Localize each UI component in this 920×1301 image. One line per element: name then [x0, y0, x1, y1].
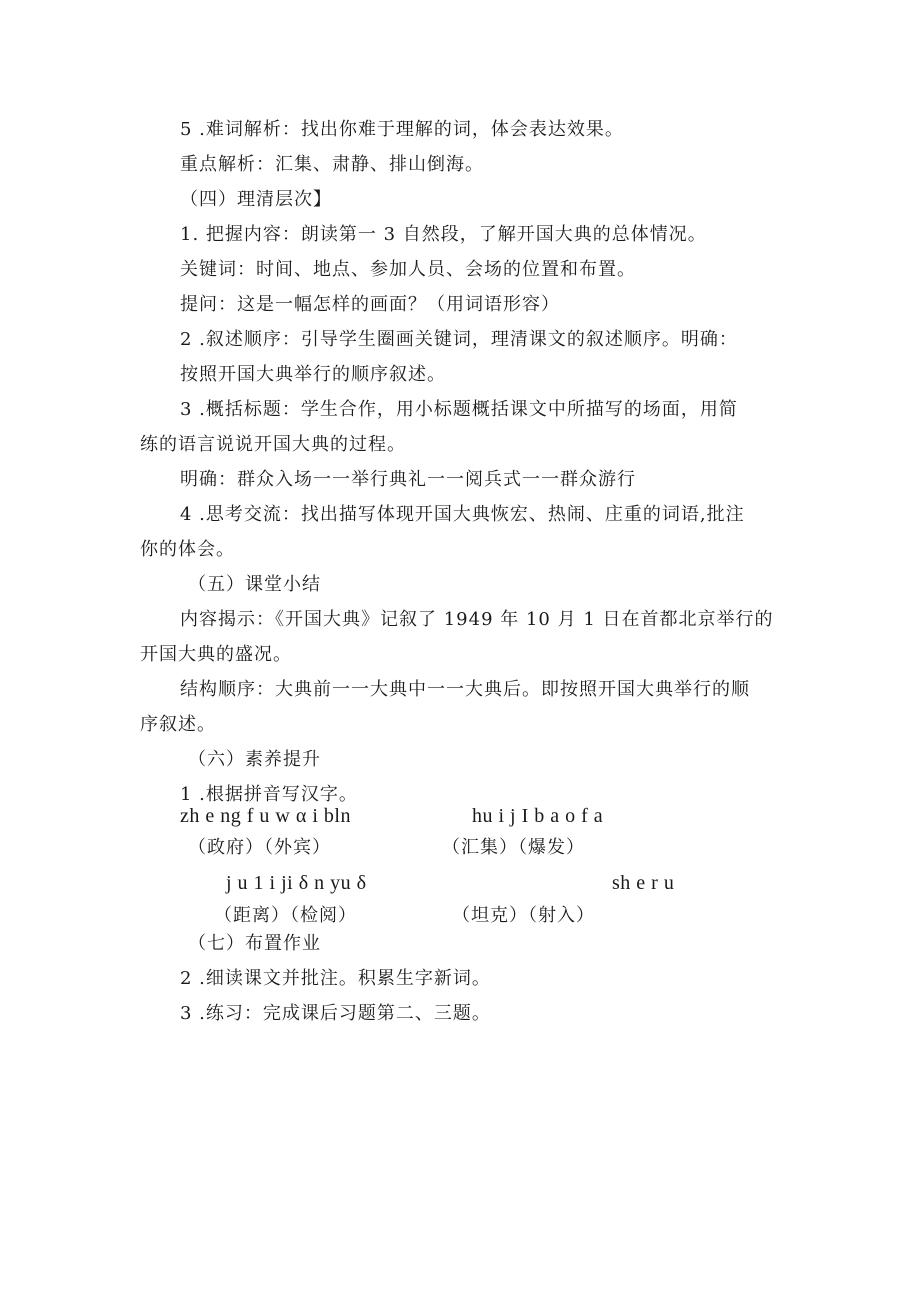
text-line: 3 .练习：完成课后习题第二、三题。	[180, 1003, 491, 1024]
text-line: 按照开国大典举行的顺序叙述。	[180, 364, 446, 385]
pinyin-prompt: sh e r u	[612, 872, 675, 894]
text-line: 你的体会。	[140, 539, 235, 560]
text-line: 序叙述。	[140, 714, 216, 735]
pinyin-prompt: hu i j I b a o f a	[472, 805, 604, 827]
text-line: 练的语言说说开国大典的过程。	[140, 434, 406, 455]
text-line: 结构顺序：大典前一一大典中一一大典后。即按照开国大典举行的顺	[180, 679, 750, 700]
section-heading: （六）素养提升	[188, 749, 321, 770]
text-line: 开国大典的盛况。	[140, 644, 292, 665]
section-heading: （五）课堂小结	[188, 574, 321, 595]
text-line: 4 .思考交流：找出描写体现开国大典恢宏、热闹、庄重的词语,批注	[180, 504, 745, 525]
section-heading: （四）理清层次】	[180, 189, 332, 210]
text-line: 内容揭示：《开国大典》记叙了 1949 年 10 月 1 日在首都北京举行的	[180, 609, 774, 630]
text-line: 提问：这是一幅怎样的画面？（用词语形容）	[180, 294, 560, 315]
section-heading: （七）布置作业	[188, 933, 321, 954]
pinyin-answer: （汇集）（爆发）	[442, 837, 585, 858]
pinyin-prompt: zh e ng f u w α i bln	[180, 805, 351, 827]
text-line: 重点解析：汇集、肃静、排山倒海。	[180, 154, 484, 175]
text-line: 2 .细读课文并批注。积累生字新词。	[180, 968, 491, 989]
text-line: 1 .根据拼音写汉字。	[180, 784, 358, 805]
text-line: 5 .难词解析：找出你难于理解的词，体会表达效果。	[180, 119, 624, 140]
pinyin-answer: （距离）（检阅）	[214, 905, 357, 926]
pinyin-prompt: j u 1 i ji δ n yu δ	[226, 872, 367, 894]
text-line: 1. 把握内容：朗读第一 3 自然段，了解开国大典的总体情况。	[180, 224, 707, 245]
text-line: 2 .叙述顺序：引导学生圈画关键词，理清课文的叙述顺序。明确：	[180, 329, 738, 350]
pinyin-answer: （坦克）（射入）	[452, 905, 595, 926]
pinyin-answer: （政府）（外宾）	[188, 837, 331, 858]
text-line: 关键词：时间、地点、参加人员、会场的位置和布置。	[180, 259, 636, 280]
text-line: 明确：群众入场一一举行典礼一一阅兵式一一群众游行	[180, 469, 636, 490]
text-line: 3 .概括标题：学生合作，用小标题概括课文中所描写的场面，用简	[180, 399, 738, 420]
